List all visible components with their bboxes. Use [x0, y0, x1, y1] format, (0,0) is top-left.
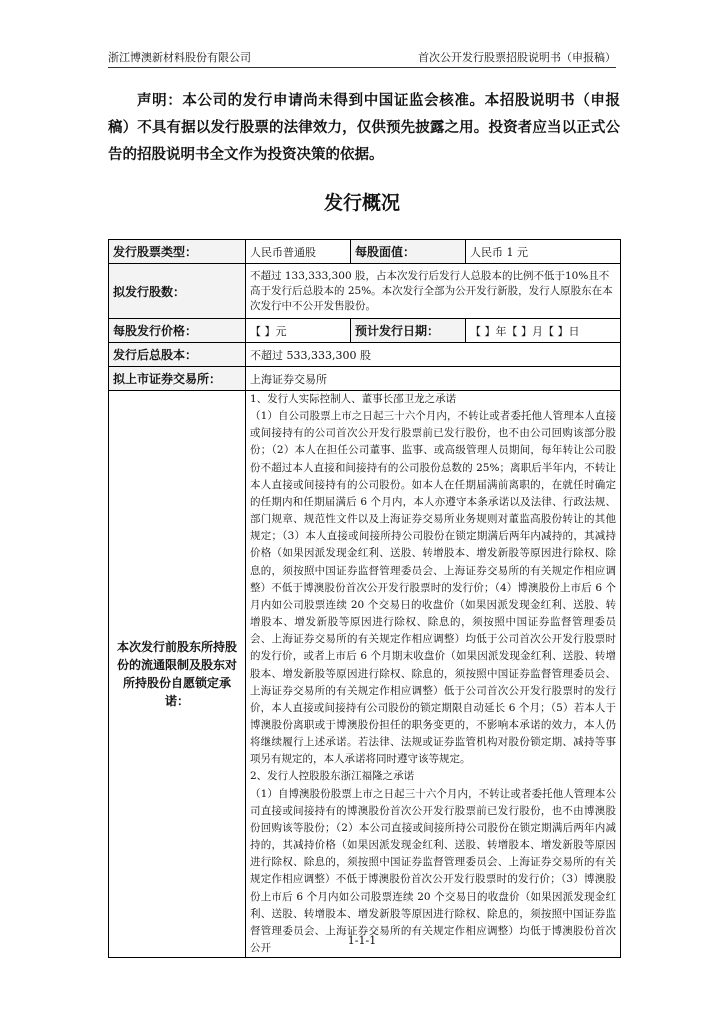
stock-type-value: 人民币普通股 [246, 240, 351, 264]
offering-overview-table [108, 239, 621, 958]
total-shares-label: 发行后总股本： [109, 343, 246, 367]
par-value-value: 人民币 1 元 [466, 240, 621, 264]
par-value-label: 每股面值： [351, 240, 466, 264]
price-label: 每股发行价格： [109, 319, 246, 343]
table-row [109, 367, 621, 391]
page-number: 1-1-1 [347, 934, 377, 947]
shares-label: 拟发行股数： [109, 264, 246, 319]
exchange-value: 上海证券交易所 [246, 367, 621, 391]
declaration [108, 88, 620, 169]
commitment-body: （1）自博澳股份股票上市之日起三十六个月内，不转让或者委托他人管理本公司直接或间接持有的博澳股份首次公开发行股票前已发行股份，也不由博澳股份回购该等股份；（2）本公司直接或间接所持公司股份在锁定期满后两年内减持的，其减持价格（如果因派发现金红利、送股、转增股本、增发新股等原因进行除权、除息的，须按照中国证券监督管理委员会、上海证券交易所的有关规定作相应调整）不低于博澳股份首次公开发行股票时的发行价；（3）博澳股份上市后 6 个月内如公司股票连续 20 个交易日的收盘价（如果因派发现金红利、送股、转增股本、增发新股等原因进行除权、除息的，须按照中国证券监督管理委员会、上海证券交易所的有关规定作相应调整）均低于博澳股份首次公开 [250, 787, 616, 954]
table-row [109, 264, 621, 319]
header-doc-title: 首次公开发行股票招股说明书（申报稿） [418, 51, 616, 64]
price-value: 【 】元 [246, 319, 351, 343]
declaration-text: 声明：本公司的发行申请尚未得到中国证监会核准。本招股说明书（申报稿）不具有据以发行股票的法律效力，仅供预先披露之用。投资者应当以正式公告的招股说明书全文作为投资决策的依据。 [108, 93, 620, 163]
commitment-body: （1）自公司股票上市之日起三十六个月内，不转让或者委托他人管理本人直接或间接持有的公司首次公开发行股票前已发行股份，也不由公司回购该部分股份；（2）本人在担任公司董事、监事、或高级管理人员期间，每年转让公司股份不超过本人直接和间接持有的公司股份总数的 25%；离职后半年内，不转让本人直接或间接持有的公司股份。如本人在任期届满前离职的，在就任时确定的任期内和任期届满后 6 个月内，本人亦遵守本条承诺以及法律、行政法规、部门规章、规范性文件以及上海证券交易所业务规则对董监高股份转让的其他规定；（3）本人直接或间接所持公司股份在锁定期满后两年内减持的，其减持价格（如果因派发现金红利、送股、转增股本、增发新股等原因进行除权、除息的，须按照中国证券监督管理委员会、上海证券交易所的有关规定作相应调整）不低于博澳股份首次公开发行股票时的发行价；（4）博澳股份上市后 6 个月内如公司股票连续 20 个交易日的收盘价（如果因派发现金红利、送股、转增股本、增发新股等原因进行除权、除息的，须按照中国证券监督管理委员会、上海证券交易所的有关规定作相应调整）均低于公司首次公开发行股票时的发行价，或者上市后 6 个月期末收盘价（如果因派发现金红利、送股、转增股本、增发新股等原因进行除权、除息的，须按照中国证券监督管理委员会、上海证券交易所的有关规定作相应调整）低于公司首次公开发行股票时的发行价，本人直接或间接持有公司股份的锁定期限自动延长 6 个月；（5）若本人于博澳股份离职或于博澳股份担任的职务变更的，不影响本承诺的效力，本人仍将继续履行上述承诺。若法律、法规或证券监管机构对股份锁定期、减持等事项另有规定的，本人承诺将同时遵守该等规定。 [250, 410, 616, 766]
table-row [109, 343, 621, 367]
stock-type-label: 发行股票类型： [109, 240, 246, 264]
exchange-label: 拟上市证券交易所： [109, 367, 246, 391]
section-title: 发行概况 [323, 192, 400, 214]
commitment-heading: 1、发行人实际控制人、董事长邵卫龙之承诺 [250, 393, 457, 405]
commitment-heading: 2、发行人控股股东浙江福隆之承诺 [250, 770, 415, 783]
header-company: 浙江博澳新材料股份有限公司 [108, 51, 251, 64]
shares-value: 不超过 133,333,300 股，占本次发行后发行人总股本的比例不低于10%且不高于发行后总股本的 25%。本次发行全部为公开发行新股，发行人原股东在本次发行中不公开发售股份。 [246, 264, 621, 319]
lock-up-commitments [246, 391, 621, 958]
table-row [109, 240, 621, 264]
date-value: 【 】年【 】月【 】日 [466, 319, 621, 343]
page-header [108, 49, 616, 68]
table-row [109, 391, 621, 958]
date-label: 预计发行日期： [351, 319, 466, 343]
table-row [109, 319, 621, 343]
total-shares-value: 不超过 533,333,300 股 [246, 343, 621, 367]
lock-up-label: 本次发行前股东所持股份的流通限制及股东对所持股份自愿锁定承诺： [109, 391, 246, 958]
